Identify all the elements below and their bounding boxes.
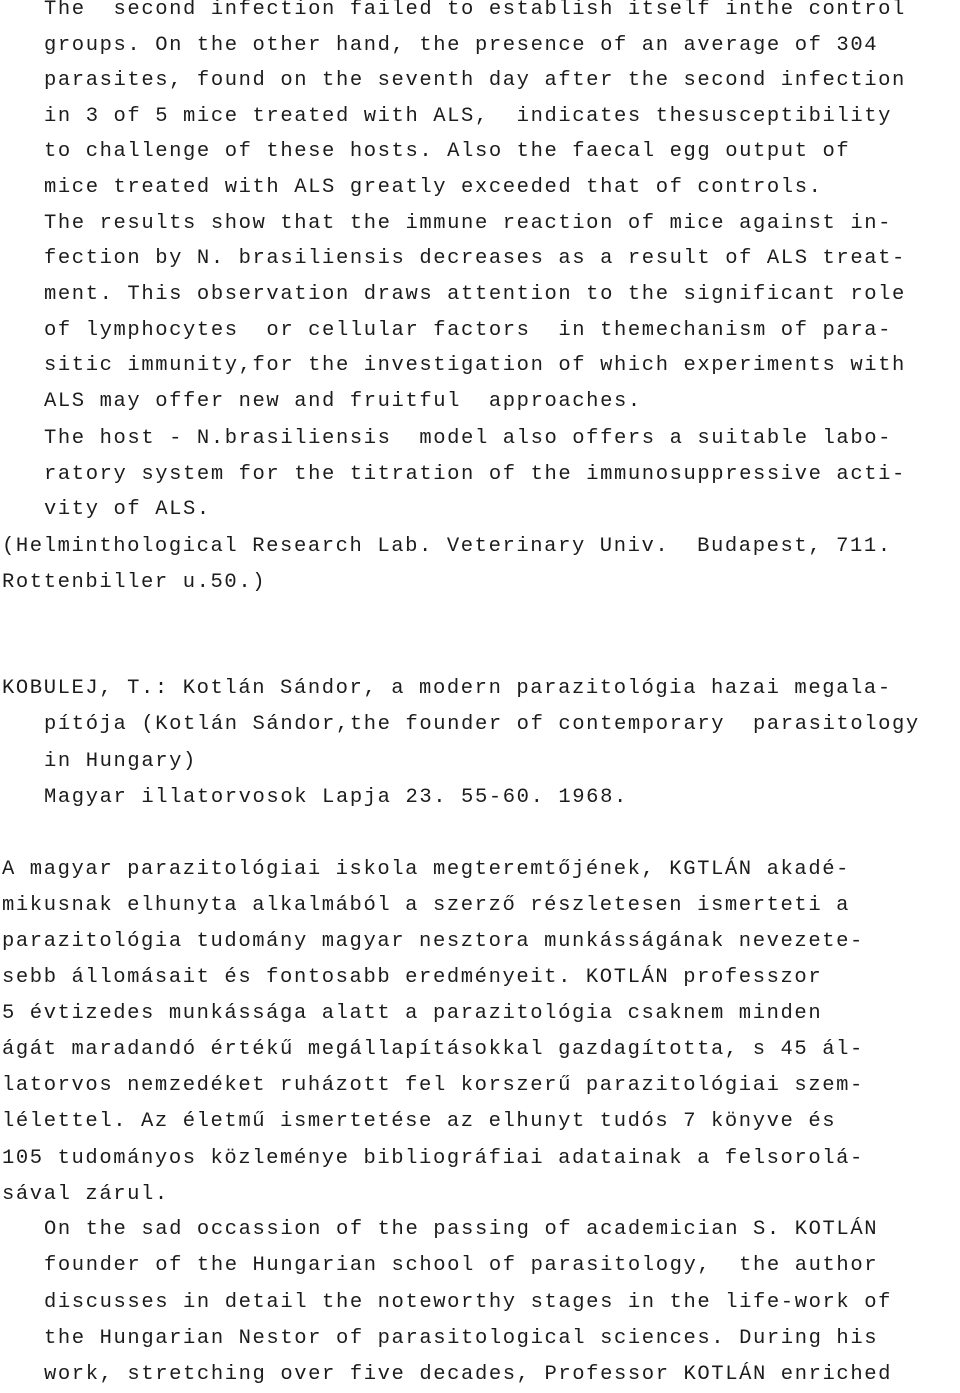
- text-line: fection by N. brasiliensis decreases as a result of ALS treat-: [44, 247, 906, 270]
- text-line: to challenge of these hosts. Also the faecal egg output of: [44, 140, 851, 163]
- text-line: ment. This observation draws attention to the significant role: [44, 283, 906, 306]
- hungarian-text-line: ágát maradandó értékű megállapításokkal gazdagította, s 45 ál-: [2, 1038, 864, 1061]
- hungarian-text-line: 105 tudományos közleménye bibliográfiai adatainak a felsorolá-: [2, 1147, 864, 1170]
- text-line: ratory system for the titration of the immunosuppressive acti-: [44, 463, 906, 486]
- hungarian-text-line: sával zárul.: [2, 1183, 169, 1206]
- affiliation-line: Rottenbiller u.50.): [2, 571, 267, 594]
- text-line: in 3 of 5 mice treated with ALS, indicates thesusceptibility: [44, 105, 893, 128]
- hungarian-text-line: A magyar parazitológiai iskola megteremtőjének, KGTLÁN akadé-: [2, 858, 851, 881]
- hungarian-text-line: mikusnak elhunyta alkalmából a szerző részletesen ismerteti a: [2, 894, 851, 917]
- hungarian-text-line: 5 évtizedes munkássága alatt a parazitológia csaknem minden: [2, 1002, 823, 1025]
- hungarian-text-line: lélettel. Az életmű ismertetése az elhunyt tudós 7 könyve és: [2, 1110, 837, 1133]
- text-line: The second infection failed to establish itself inthe control: [44, 0, 906, 21]
- text-line: sitic immunity,for the investigation of which experiments with: [44, 354, 906, 377]
- text-line: mice treated with ALS greatly exceeded that of controls.: [44, 176, 823, 199]
- english-text-line: On the sad occassion of the passing of academician S. KOTLÁN: [44, 1218, 879, 1241]
- text-line: of lymphocytes or cellular factors in themechanism of para-: [44, 319, 893, 342]
- citation-line: Magyar illatorvosok Lapja 23. 55-60. 1968.: [44, 786, 628, 809]
- citation-line: pítója (Kotlán Sándor,the founder of contemporary parasitology: [44, 713, 920, 736]
- text-line: vity of ALS.: [44, 498, 211, 521]
- english-text-line: discusses in detail the noteworthy stages in the life-work of: [44, 1291, 893, 1314]
- english-text-line: founder of the Hungarian school of parasitology, the author: [44, 1254, 879, 1277]
- text-line: parasites, found on the seventh day after the second infection: [44, 69, 906, 92]
- hungarian-text-line: sebb állomásait és fontosabb eredményeit. KOTLÁN professzor: [2, 966, 823, 989]
- text-line: ALS may offer new and fruitful approaches.: [44, 390, 642, 413]
- citation-line: KOBULEJ, T.: Kotlán Sándor, a modern parazitológia hazai megala-: [2, 677, 892, 700]
- english-text-line: the Hungarian Nestor of parasitological sciences. During his: [44, 1327, 879, 1350]
- affiliation-line: (Helminthological Research Lab. Veterinary Univ. Budapest, 711.: [2, 535, 892, 558]
- text-line: groups. On the other hand, the presence of an average of 304: [44, 34, 879, 57]
- citation-line: in Hungary): [44, 750, 197, 773]
- text-line: The results show that the immune reaction of mice against in-: [44, 212, 893, 235]
- english-text-line: work, stretching over five decades, Professor KOTLÁN enriched: [44, 1363, 893, 1386]
- hungarian-text-line: parazitológia tudomány magyar nesztora munkásságának nevezete-: [2, 930, 864, 953]
- hungarian-text-line: latorvos nemzedéket ruházott fel korszerű parazitológiai szem-: [2, 1074, 864, 1097]
- text-line: The host - N.brasiliensis model also offers a suitable labo-: [44, 427, 893, 450]
